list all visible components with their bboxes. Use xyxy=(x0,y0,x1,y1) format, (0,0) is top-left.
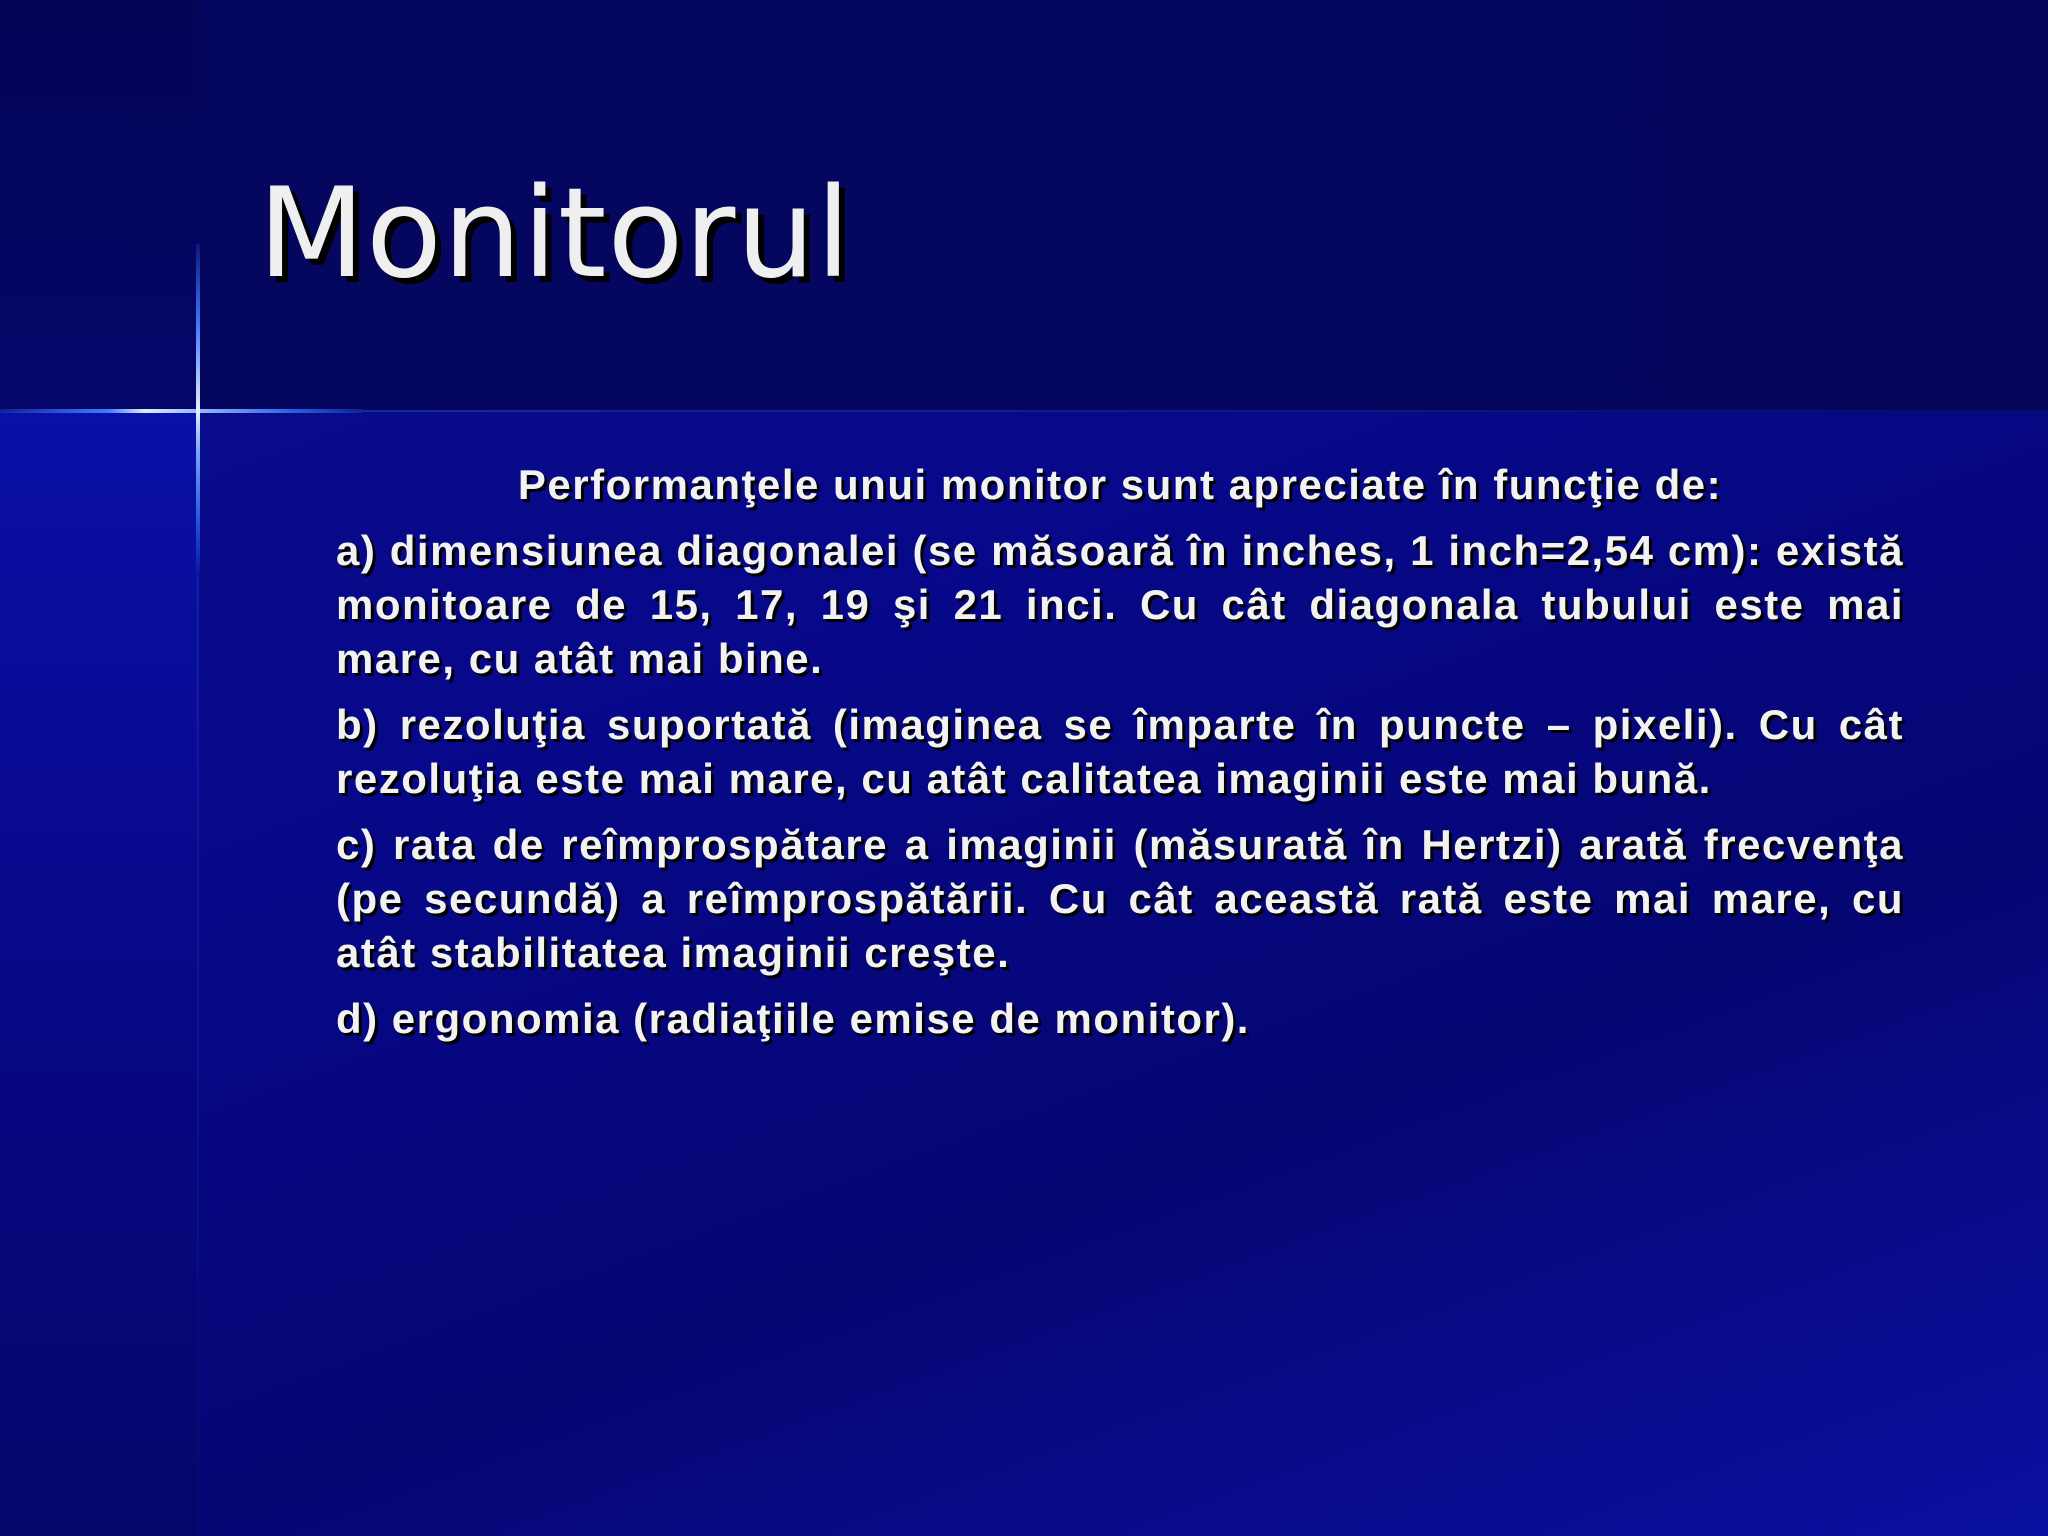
list-item: a) dimensiunea diagonalei (se măsoară în inches, 1 inch=2,54 cm): există monitoare de 15, 17, 19 şi 21 inci. Cu cât diagonala tubului este mai mare, cu atât mai bine. xyxy=(336,527,1904,682)
cross-highlight-vertical xyxy=(196,244,200,576)
list-item: b) rezoluţia suportată (imaginea se împarte în puncte – pixeli). Cu cât rezoluţia este mai mare, cu atât calitatea imaginii este mai bună. xyxy=(336,701,1904,802)
divider-line xyxy=(362,410,2048,412)
left-band-lower xyxy=(0,412,198,1536)
intro-text: Performanţele unui monitor sunt apreciate în funcţie de: xyxy=(517,461,1723,508)
slide-body xyxy=(336,452,1904,1058)
list-item: c) rata de reîmprospătare a imaginii (măsurată în Hertzi) arată frecvenţa (pe secundă) a reîmprospătării. Cu cât această rată este mai mare, cu atât stabilitatea imaginii creşte. xyxy=(336,821,1904,976)
cross-highlight-horizontal xyxy=(0,409,362,413)
list-item: d) ergonomia (radiaţiile emise de monitor). xyxy=(336,995,1250,1042)
vertical-divider-line xyxy=(197,576,199,1536)
slide-title: Monitorul xyxy=(258,162,852,306)
